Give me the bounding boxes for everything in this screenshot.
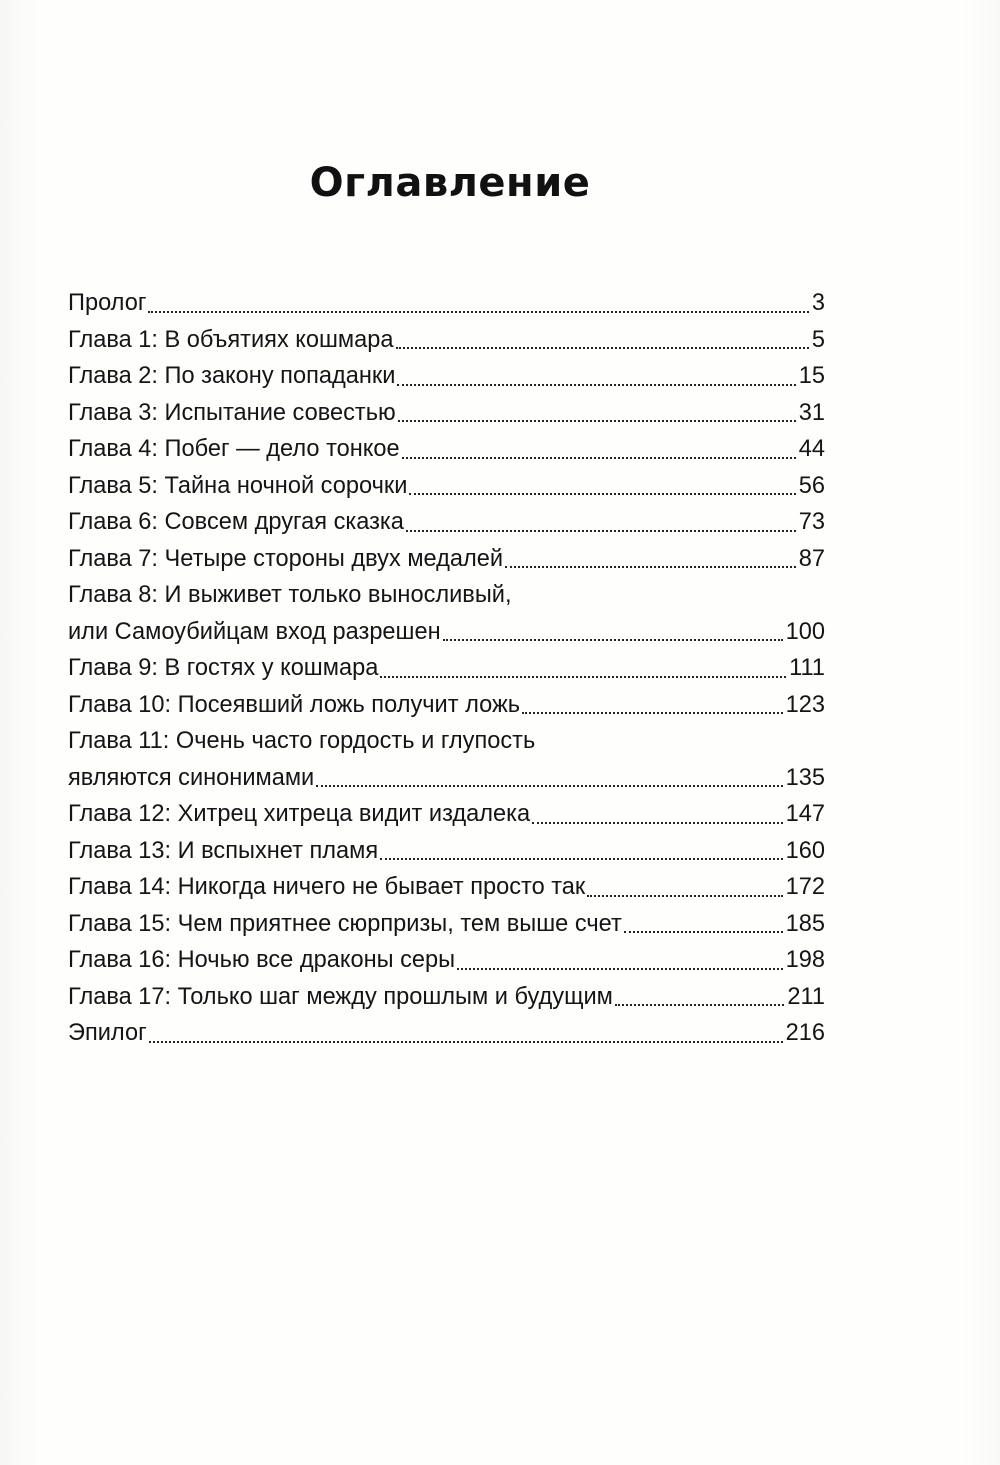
toc-entry-page: 31 xyxy=(798,399,825,426)
dot-leader xyxy=(398,420,796,422)
dot-leader xyxy=(148,311,808,313)
toc-entry-chapter-5 xyxy=(68,468,825,505)
toc-entry-label: Глава 5: Тайна ночной сорочки xyxy=(68,472,408,499)
toc-entry-chapter-13 xyxy=(68,833,825,870)
toc-entry-chapter-8 xyxy=(68,577,825,650)
dot-leader xyxy=(532,822,782,824)
toc-entry-chapter-4 xyxy=(68,431,825,468)
toc-entry-page: 3 xyxy=(811,290,825,316)
toc-entry-last-line xyxy=(68,614,825,651)
toc-entry-label-line-2: являются синонимами xyxy=(68,764,315,791)
toc-entry-chapter-14 xyxy=(68,869,825,906)
toc-entry-label: Глава 10: Посеявший ложь получит ложь xyxy=(68,691,521,718)
toc-entry-chapter-12 xyxy=(68,796,825,833)
toc-entry-chapter-6 xyxy=(68,504,825,541)
toc-entry-chapter-2 xyxy=(68,358,825,395)
dot-leader xyxy=(380,676,786,678)
toc-entry-page: 87 xyxy=(798,545,825,572)
toc-entry-label: Глава 1: В объятиях кошмара xyxy=(68,326,394,353)
dot-leader xyxy=(380,858,782,860)
dot-leader xyxy=(397,384,795,386)
toc-entry-label: Глава 17: Только шаг между прошлым и будущим xyxy=(68,983,613,1010)
toc-entry-chapter-10 xyxy=(68,687,825,724)
toc-entry-label: Глава 9: В гостях у кошмара xyxy=(68,655,379,681)
toc-entry-page: 172 xyxy=(785,874,825,900)
toc-entry-label: Глава 12: Хитрец хитреца видит издалека xyxy=(68,801,531,827)
dot-leader xyxy=(505,566,796,568)
toc-entry-label: Глава 3: Испытание совестью xyxy=(68,399,396,426)
toc-entry-chapter-11 xyxy=(68,723,825,796)
dot-leader xyxy=(587,895,782,897)
toc-entry-label: Пролог xyxy=(68,290,147,316)
toc-entry-label: Эпилог xyxy=(68,1020,147,1046)
toc-entry-chapter-15 xyxy=(68,906,825,943)
toc-entry-page: 56 xyxy=(798,472,825,499)
toc-entry-chapter-7 xyxy=(68,541,825,578)
toc-entry-page: 44 xyxy=(798,436,825,462)
toc-entry-chapter-1 xyxy=(68,322,825,359)
toc-entry-chapter-3 xyxy=(68,395,825,432)
dot-leader xyxy=(522,712,783,714)
toc-entry-chapter-17 xyxy=(68,979,825,1016)
toc-entry-page: 73 xyxy=(798,509,825,535)
dot-leader xyxy=(615,1004,784,1006)
toc-entry-chapter-16 xyxy=(68,942,825,979)
table-of-contents xyxy=(68,285,825,1052)
dot-leader xyxy=(443,639,783,641)
dot-leader xyxy=(406,530,796,532)
toc-entry-page: 111 xyxy=(789,655,825,681)
dot-leader xyxy=(149,1041,783,1043)
toc-entry-page: 185 xyxy=(785,910,825,937)
toc-entry-page: 5 xyxy=(811,326,825,353)
dot-leader xyxy=(409,493,795,495)
toc-entry-label-line-1: Глава 11: Очень часто гордость и глупость xyxy=(68,728,536,754)
toc-entry-label: Глава 15: Чем приятнее сюрпризы, тем выше счет xyxy=(68,910,622,937)
toc-entry-label: Глава 2: По закону попаданки xyxy=(68,363,396,389)
toc-entry-chapter-9 xyxy=(68,650,825,687)
toc-entry-prologue xyxy=(68,285,825,322)
toc-entry-label: Глава 13: И вспыхнет пламя xyxy=(68,837,379,864)
toc-entry-page: 216 xyxy=(785,1020,825,1046)
toc-entry-page: 147 xyxy=(785,801,825,827)
toc-entry-label: Глава 6: Совсем другая сказка xyxy=(68,509,404,535)
toc-entry-page: 15 xyxy=(798,363,825,389)
toc-entry-page: 100 xyxy=(785,618,825,645)
toc-entry-page: 211 xyxy=(787,983,825,1010)
toc-entry-page: 198 xyxy=(785,947,825,973)
dot-leader xyxy=(457,968,783,970)
toc-entry-label: Глава 14: Никогда ничего не бывает просто так xyxy=(68,874,586,900)
dot-leader xyxy=(316,785,782,787)
toc-entry-label-line-2: или Самоубийцам вход разрешен xyxy=(68,618,441,645)
toc-entry-label: Глава 16: Ночью все драконы серы xyxy=(68,947,456,973)
toc-entry-epilogue xyxy=(68,1015,825,1052)
toc-entry-page: 160 xyxy=(785,837,825,864)
toc-entry-label: Глава 7: Четыре стороны двух медалей xyxy=(68,545,504,572)
toc-entry-label: Глава 4: Побег — дело тонкое xyxy=(68,436,400,462)
toc-entry-page: 123 xyxy=(785,691,825,718)
toc-entry-last-line xyxy=(68,760,825,797)
dot-leader xyxy=(402,457,796,459)
toc-entry-page: 135 xyxy=(785,764,825,791)
dot-leader xyxy=(396,347,809,349)
dot-leader xyxy=(624,931,783,933)
page-title: Оглавление xyxy=(309,160,591,206)
toc-entry-label-line-1: Глава 8: И выживет только выносливый, xyxy=(68,582,512,608)
